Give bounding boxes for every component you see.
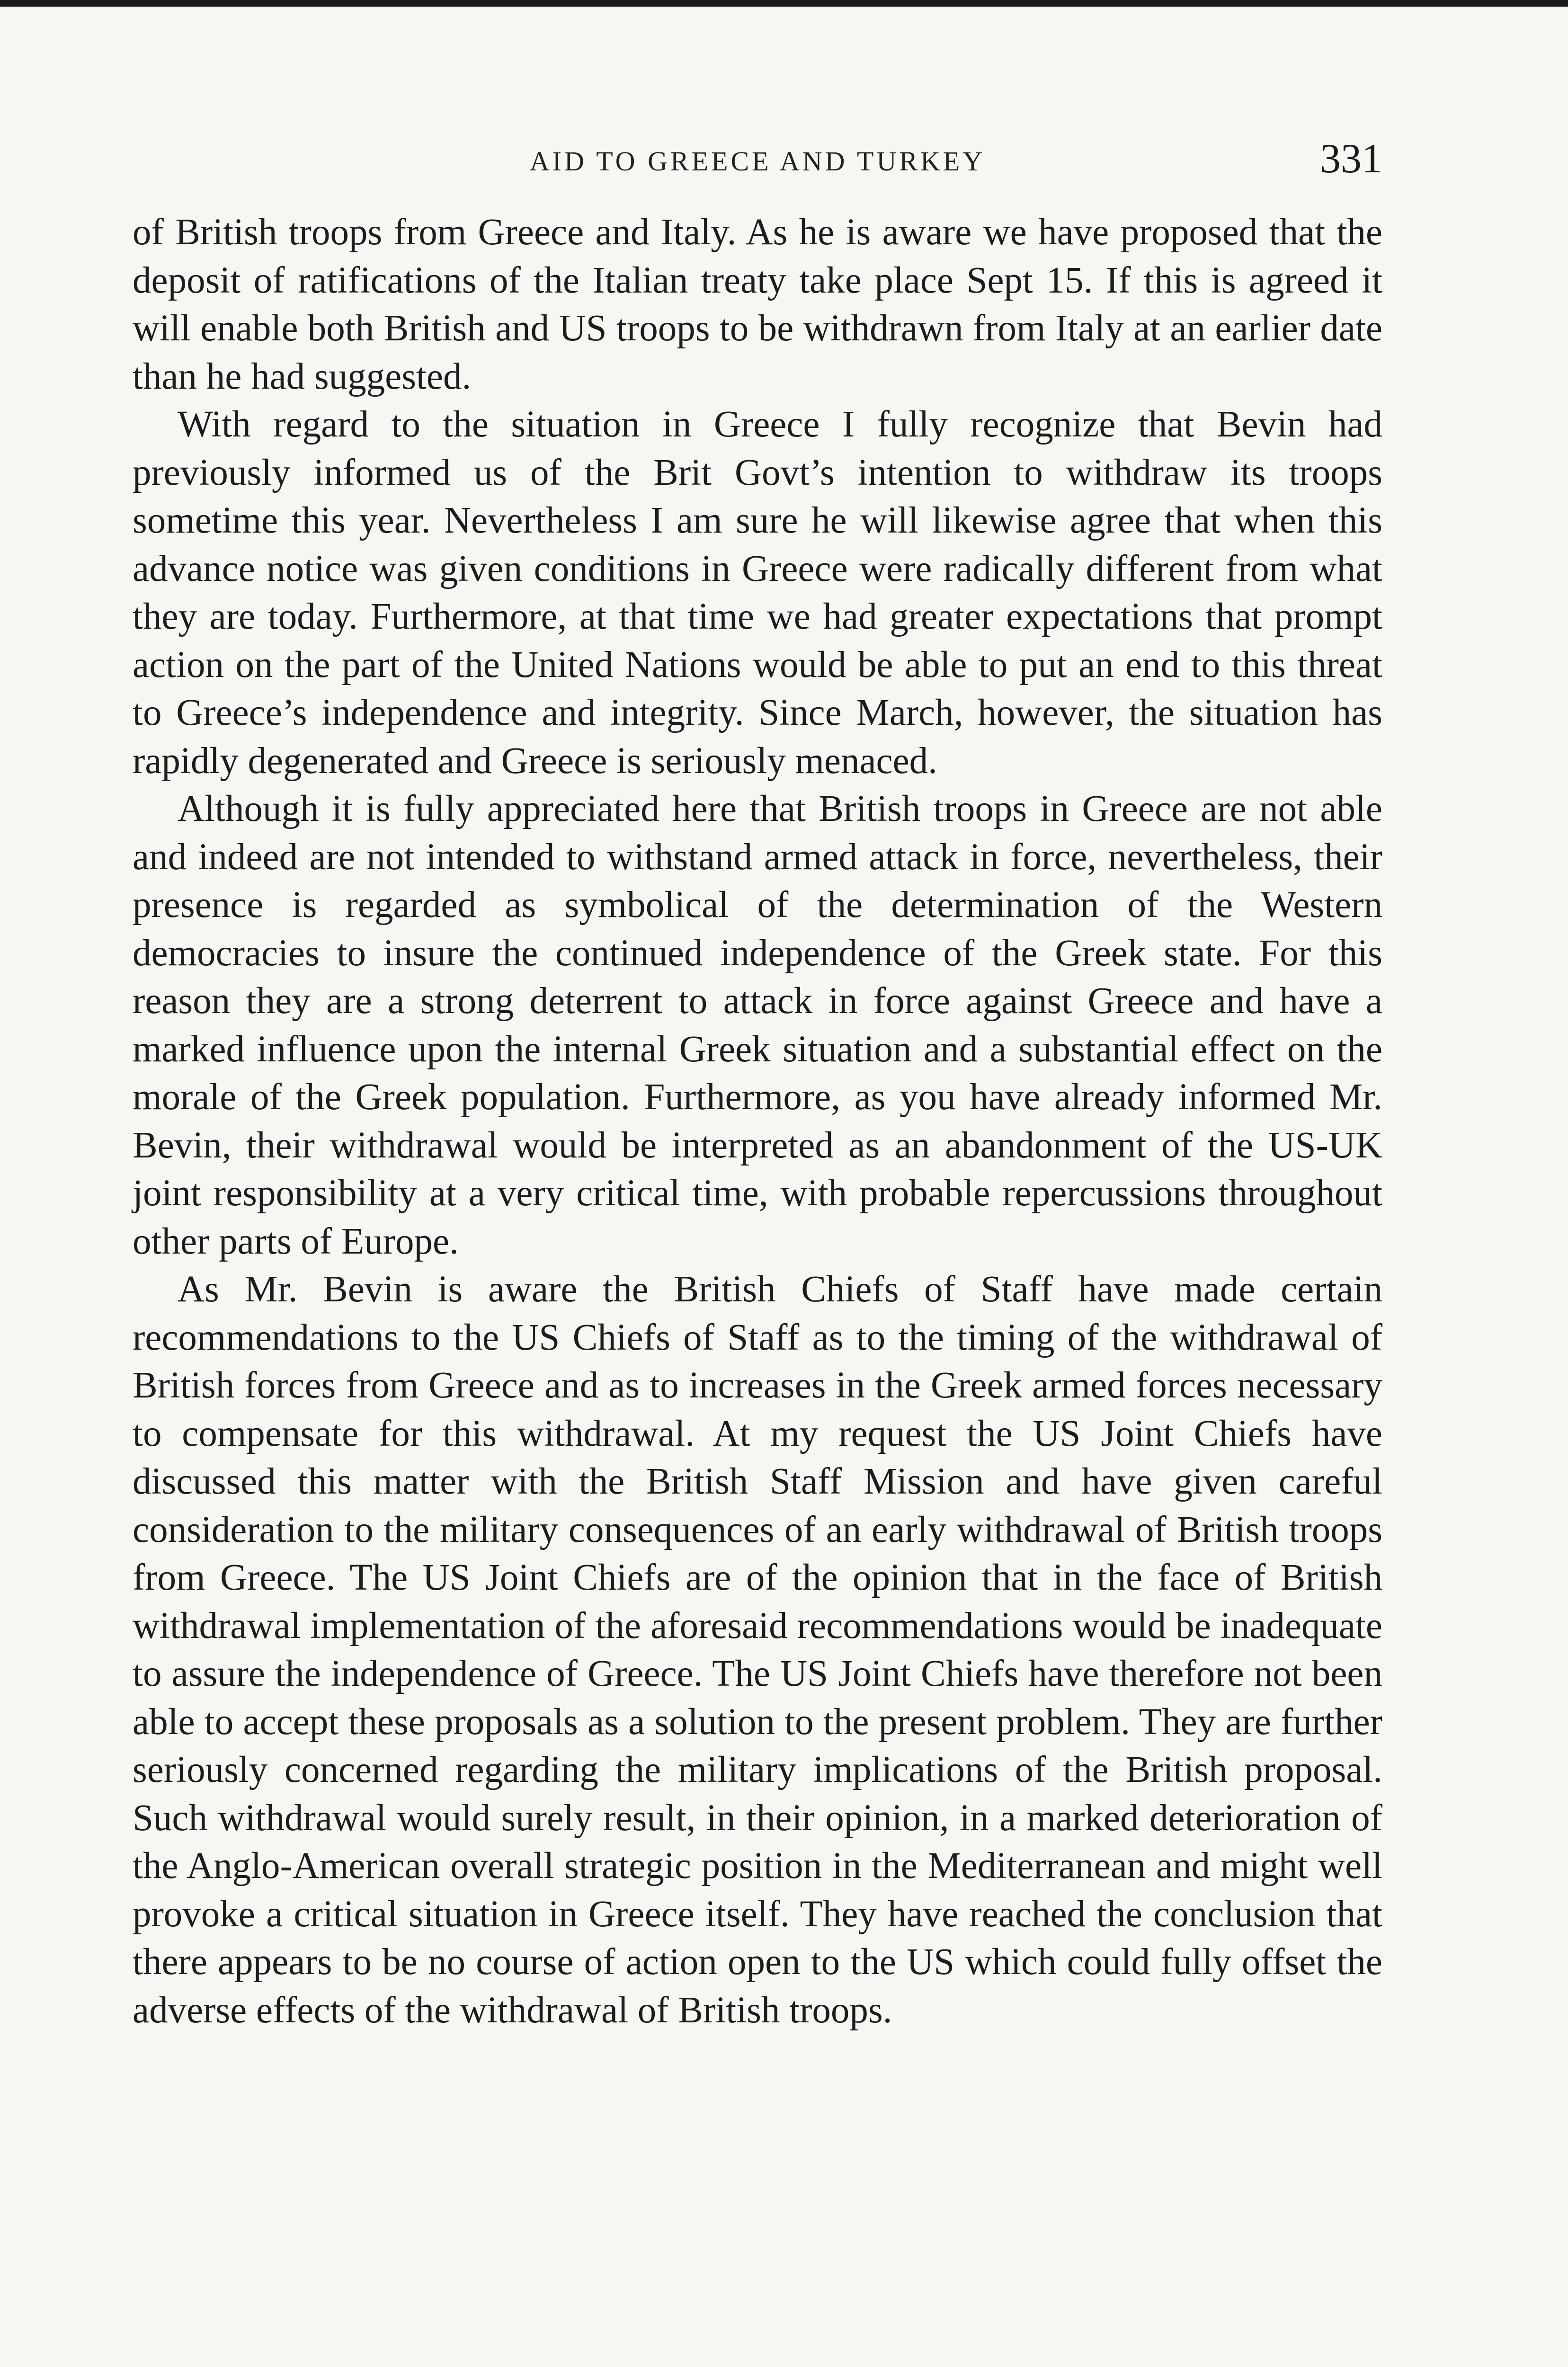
page-number: 331 bbox=[1320, 136, 1382, 182]
top-page-rule bbox=[0, 0, 1568, 7]
page-header bbox=[133, 135, 1382, 192]
paragraph-greece-situation: With regard to the situation in Greece I fully recognize that Bevin had previously informed us of the Brit Govt’s intention to withdraw its troops sometime this year. Nevertheless I am sure he will likewise agree that when this advance notice was given conditions in Greece were radically different from what they are today. Furthermore, at that time we had greater expectations that prompt action on the part of the United Nations would be able to put an end to this threat to Greece’s independence and integrity. Since March, however, the situation has rapidly degenerated and Greece is seriously menaced. bbox=[133, 404, 1382, 782]
running-title: AID TO GREECE AND TURKEY bbox=[529, 146, 986, 177]
paragraph-british-troops-symbolic: Although it is fully appreciated here that British troops in Greece are not able and indeed are not intended to withstand armed attack in force, nevertheless, their presence is regarded as symbolical of the determination of the Western democracies to insure the continued independence of the Greek state. For this reason they are a strong deterrent to attack in force against Greece and have a marked influence upon the internal Greek situation and a substantial effect on the morale of the Greek population. Furthermore, as you have already informed Mr. Bevin, their withdrawal would be interpreted as an abandonment of the US-UK joint responsibility at a very critical time, with probable repercussions throughout other parts of Europe. bbox=[133, 788, 1382, 1262]
paragraph-chiefs-of-staff: As Mr. Bevin is aware the British Chiefs of Staff have made certain recommendations to the US Chiefs of Staff as to the timing of the withdrawal of British forces from Greece and as to increases in the Greek armed forces necessary to compensate for this withdrawal. At my request the US Joint Chiefs have discussed this matter with the British Staff Mission and have given careful consideration to the military consequences of an early withdrawal of British troops from Greece. The US Joint Chiefs are of the opinion that in the face of British withdrawal implementation of the aforesaid recommendations would be inadequate to assure the independence of Greece. The US Joint Chiefs have therefore not been able to accept these proposals as a solution to the present problem. They are further seriously concerned regarding the military implications of the British proposal. Such withdrawal would surely result, in their opinion, in a marked deterioration of the Anglo-American overall strategic position in the Mediterranean and might well provoke a critical situation in Greece itself. They have reached the conclusion that there appears to be no course of action open to the US which could fully offset the adverse effects of the withdrawal of British troops. bbox=[133, 1269, 1382, 2031]
body-text bbox=[133, 208, 1382, 2034]
paragraph-continued: of British troops from Greece and Italy. As he is aware we have proposed that the deposit of ratifications of the Italian treaty take place Sept 15. If this is agreed it will enable both British and US troops to be withdrawn from Italy at an earlier date than he had suggested. bbox=[133, 212, 1382, 397]
